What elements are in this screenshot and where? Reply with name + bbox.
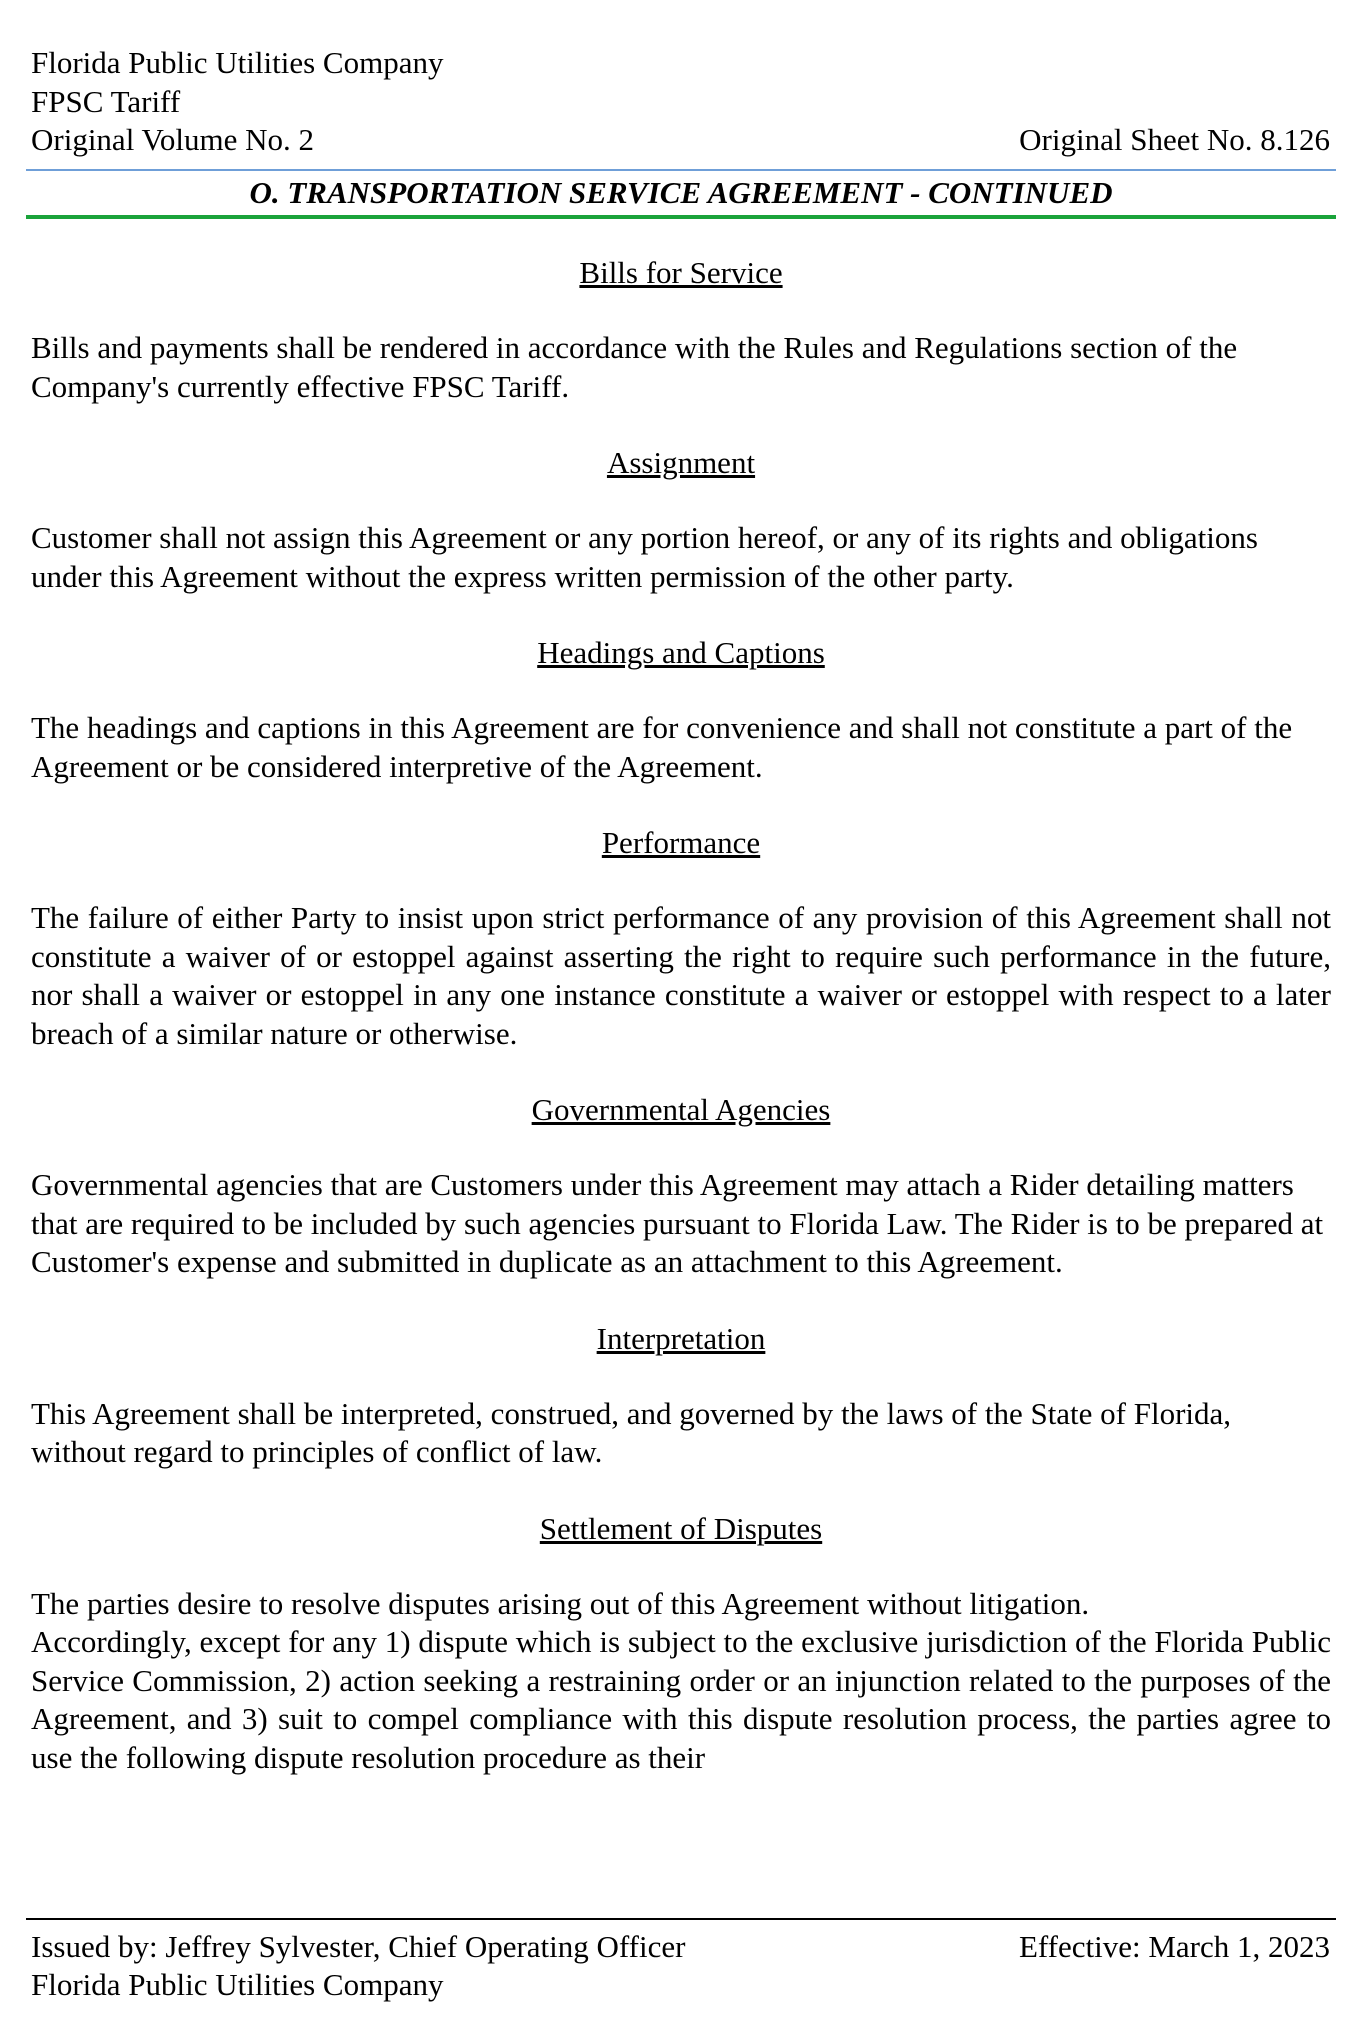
paragraph-first-line: The parties desire to resolve disputes arising out of this Agreement without litigation. (31, 1585, 1090, 1621)
section-performance (31, 824, 1331, 1053)
section-governmental-agencies (31, 1091, 1331, 1282)
header-tariff: FPSC Tariff (31, 84, 181, 119)
section-heading: Assignment (606, 445, 756, 480)
section-assignment (31, 444, 1331, 596)
section-headings-and-captions (31, 634, 1331, 786)
section-heading: Performance (601, 825, 761, 860)
document-body (31, 254, 1331, 1777)
section-title: O. TRANSPORTATION SERVICE AGREEMENT - CONTINUED (249, 175, 1113, 210)
header-volume: Original Volume No. 2 (31, 122, 315, 157)
footer-divider (26, 1918, 1336, 1920)
footer-company: Florida Public Utilities Company (31, 1967, 444, 2002)
footer-issued-by: Issued by: Jeffrey Sylvester, Chief Operating Officer (31, 1929, 686, 1964)
footer-effective-date: Effective: March 1, 2023 (1018, 1929, 1330, 1964)
header-divider-blue (26, 169, 1336, 171)
paragraph-continuation: Accordingly, except for any 1) dispute which is subject to the exclusive jurisdiction of the Florida Public Service Commission, 2) action seeking a restraining order or an injunction related to the purposes of the Agreement, and 3) suit to compel compliance with this dispute resolution process, the parties agree to use the following dispute resolution procedure as their (31, 1624, 1331, 1775)
section-heading: Bills for Service (579, 255, 783, 290)
section-paragraph (31, 1585, 1331, 1778)
section-bills-for-service (31, 254, 1331, 406)
section-paragraph: Governmental agencies that are Customers under this Agreement may attach a Rider detailing matters that are required to be included by such agencies pursuant to Florida Law. The Rider is to be prepared at Customer's expense and submitted in duplicate as an attachment to this Agreement. (31, 1167, 1324, 1279)
section-paragraph: This Agreement shall be interpreted, construed, and governed by the laws of the State of Florida, without regard to principles of conflict of law. (31, 1395, 1232, 1469)
section-paragraph: Bills and payments shall be rendered in accordance with the Rules and Regulations section of the Company's currently effective FPSC Tariff. (31, 330, 1238, 404)
section-paragraph: The headings and captions in this Agreement are for convenience and shall not constitute a part of the Agreement or be considered interpretive of the Agreement. (31, 710, 1293, 784)
section-paragraph: The failure of either Party to insist upon strict performance of any provision of this Agreement shall not constitute a waiver of or estoppel against asserting the right to require such performance in the future, nor shall a waiver or estoppel in any one instance constitute a waiver or estoppel with respect to a later breach of a similar nature or otherwise. (31, 900, 1331, 1051)
header-sheet-number: Original Sheet No. 8.126 (1019, 122, 1330, 157)
section-interpretation (31, 1320, 1331, 1472)
section-heading: Settlement of Disputes (539, 1510, 823, 1546)
header-divider-green (26, 215, 1336, 219)
section-paragraph: Customer shall not assign this Agreement or any portion hereof, or any of its rights and obligations under this Agreement without the express written permission of the other party. (31, 520, 1258, 594)
section-heading: Governmental Agencies (531, 1092, 831, 1127)
section-heading: Interpretation (596, 1320, 766, 1356)
section-heading: Headings and Captions (537, 635, 825, 670)
header-company: Florida Public Utilities Company (31, 45, 444, 80)
section-settlement-of-disputes (31, 1510, 1331, 1778)
